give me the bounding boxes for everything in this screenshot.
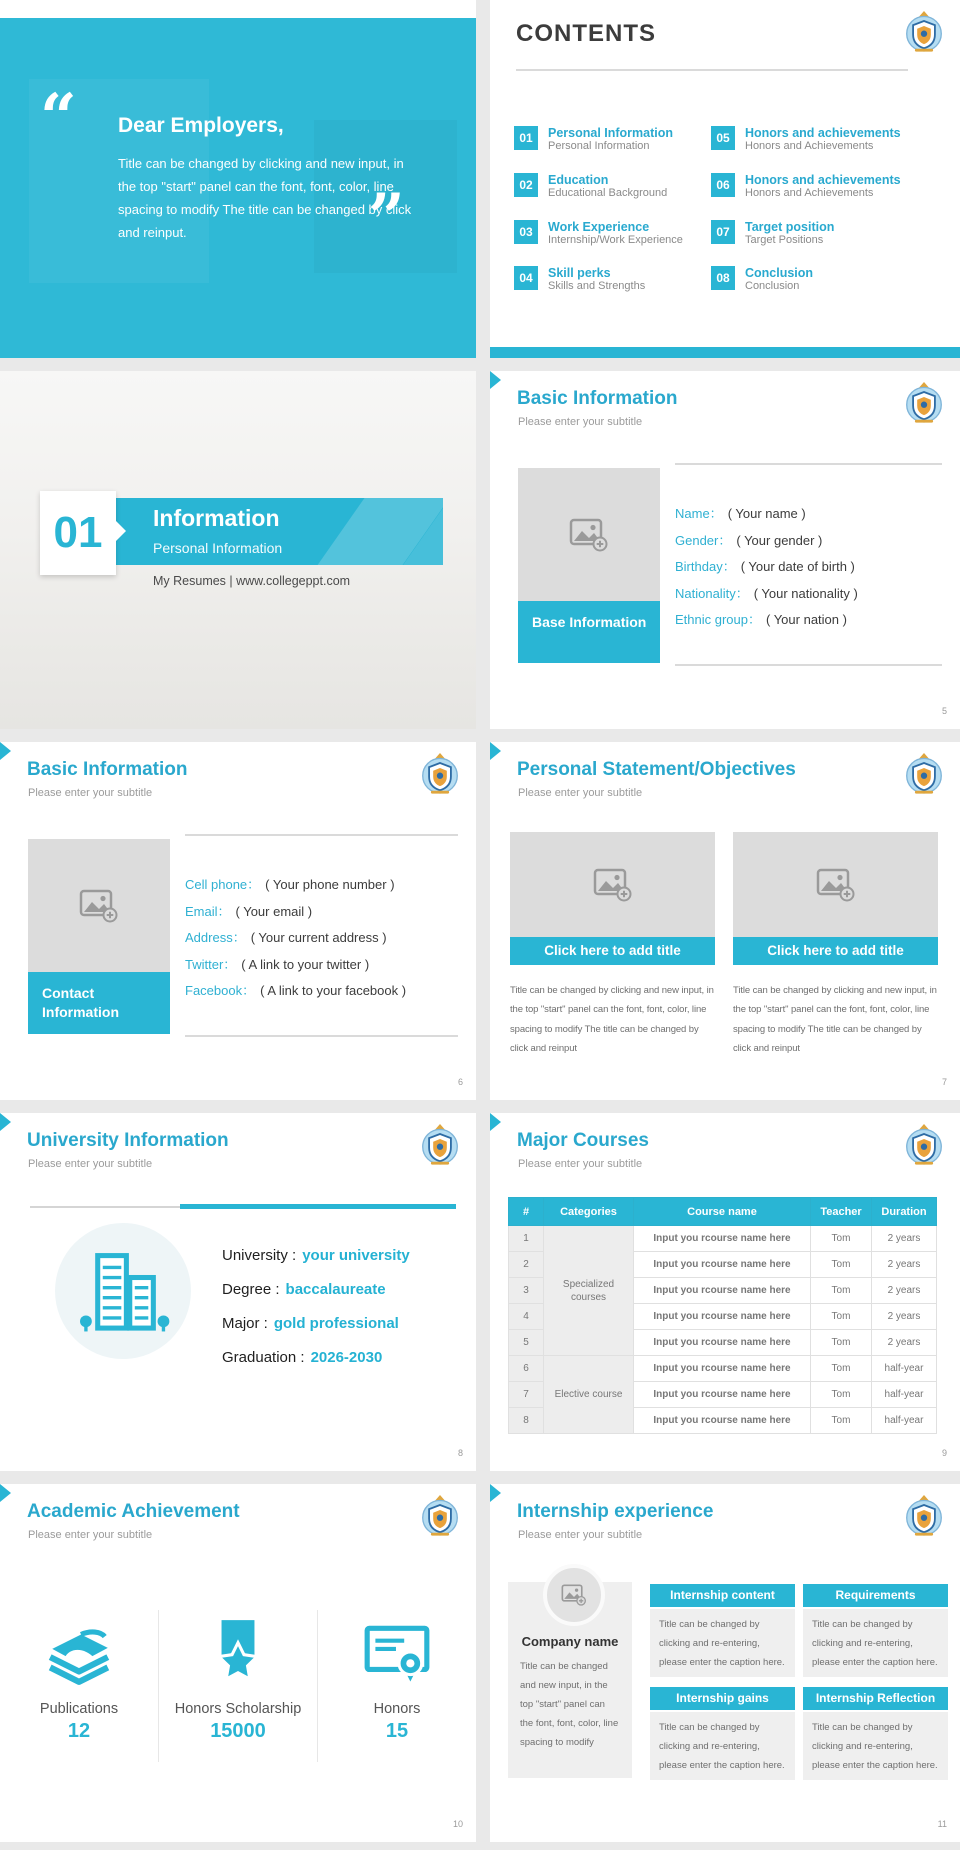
school-logo-icon [904,1493,944,1537]
item-label: Skill perks [548,266,611,280]
slide-title: Major Courses [517,1130,649,1151]
info-field-list [675,501,858,634]
title-arrow-icon [490,371,501,389]
info-field: Ethnic group： ( Your nation ) [675,612,847,627]
item-number-badge: 04 [514,266,538,290]
title-arrow-icon [490,742,501,760]
contents-title: CONTENTS [516,20,656,47]
table-row: 5 Input you rcourse name here Tom 2 years [509,1330,937,1356]
notch-arrow-icon [116,521,126,541]
info-field: Name： ( Your name ) [675,506,806,521]
company-name: Company name [521,1634,619,1649]
divider [30,1206,180,1208]
close-quote-icon: ” [368,180,405,255]
item-sublabel: Honors and Achievements [745,187,874,200]
add-title-button[interactable]: Click here to add title [733,937,938,965]
table-row: 4 Input you rcourse name here Tom 2 years [509,1304,937,1330]
courses-table [508,1197,937,1434]
stats-row [0,1610,476,1762]
item-number-badge: 02 [514,173,538,197]
divider [675,664,942,666]
add-image-icon [79,889,119,923]
slide-title: Basic Information [517,388,678,409]
internship-card-requirements [803,1584,948,1677]
university-field: University : your university [222,1247,410,1264]
slide-major-courses[interactable] [490,1113,960,1471]
item-label: Education [548,173,609,187]
title-arrow-icon [0,1484,11,1502]
photo-placeholder[interactable] [510,832,715,937]
item-label: Work Experience [548,220,650,234]
info-field: Nationality： ( Your nationality ) [675,585,858,601]
slide-title: University Information [27,1130,229,1151]
buildings-icon [64,1232,182,1350]
item-number-badge: 06 [711,173,735,197]
stat-honors [317,1610,476,1762]
category-cell: Elective course [544,1356,634,1434]
slide-title: Basic Information [27,759,188,780]
statement-card [510,832,715,1059]
slide-subtitle: Please enter your subtitle [28,1529,153,1541]
item-number-badge: 08 [711,266,735,290]
add-title-button[interactable]: Click here to add title [510,937,715,965]
slide-personal-statement[interactable] [490,742,960,1100]
quote-heading: Dear Employers, [118,114,284,137]
item-number-badge: 05 [711,126,735,150]
item-sublabel: Honors and Achievements [745,140,874,153]
slide-subtitle: Please enter your subtitle [518,787,643,799]
internship-card-reflection [803,1687,948,1780]
item-sublabel: Educational Background [548,187,668,200]
info-field: Email： ( Your email ) [185,903,313,919]
item-number-badge: 01 [514,126,538,150]
page-background-strip [0,0,476,18]
slide-subtitle: Please enter your subtitle [518,416,643,428]
internship-card-content [650,1584,795,1677]
col-header-teacher: Teacher [811,1198,872,1226]
category-cell: Specialized courses [544,1226,634,1356]
card-body: Title can be changed by clicking and re-entering, please enter the caption here. [803,1609,948,1677]
accent-divider [180,1204,456,1209]
item-sublabel: Conclusion [745,280,800,293]
add-image-icon [569,518,609,552]
title-arrow-icon [490,1484,501,1502]
slide-title: Personal Statement/Objectives [517,759,796,780]
info-field: Address： ( Your current address ) [185,930,387,945]
school-logo-icon [420,1493,460,1537]
certificate-icon [361,1616,433,1688]
table-row: 1 Specialized courses Input you rcourse name here Tom 2 years [509,1226,937,1252]
table-row: 2 Input you rcourse name here Tom 2 years [509,1252,937,1278]
contents-item-01[interactable] [514,126,744,154]
stat-publications [0,1610,158,1762]
table-row: 3 Input you rcourse name here Tom 2 years [509,1278,937,1304]
page-number: 8 [457,1448,463,1458]
page-number: 10 [452,1819,463,1829]
slide-title: Academic Achievement [27,1501,240,1522]
info-field: Cell phone： ( Your phone number ) [185,877,395,892]
buildings-illustration [55,1223,191,1359]
school-logo-icon [420,751,460,795]
slide-section-01[interactable] [0,371,476,729]
slide-university-information[interactable] [0,1113,476,1471]
col-header-categories: Categories [544,1198,634,1226]
table-row: 7 Input you rcourse name here Tom half-year [509,1382,937,1408]
open-quote-icon: “ [40,80,77,155]
item-sublabel: Personal Information [548,140,650,153]
school-logo-icon [904,380,944,424]
contents-item-05[interactable] [711,126,941,154]
page-number: 7 [941,1077,947,1087]
page-number: 5 [941,706,947,716]
table-row: 8 Input you rcourse name here Tom half-year [509,1408,937,1434]
info-box-label: Contact Information [28,972,170,1034]
info-field: Birthday： ( Your date of birth ) [675,559,855,574]
bottom-accent-bar [490,347,960,358]
publications-icon [43,1616,115,1688]
internship-card-gains [650,1687,795,1780]
info-field: Gender： ( Your gender ) [675,532,823,548]
card-title: Internship content [650,1584,795,1607]
page-number: 11 [937,1819,947,1829]
item-label: Personal Information [548,126,674,140]
add-image-icon [561,1584,587,1606]
contents-item-06[interactable] [711,173,941,201]
title-arrow-icon [0,1113,11,1131]
slide-subtitle: Please enter your subtitle [28,787,153,799]
contents-item-07[interactable] [711,220,941,248]
stat-value: 12 [67,1720,91,1742]
item-sublabel: Internship/Work Experience [548,234,683,247]
table-row: 6 Elective course Input you rcourse name here Tom half-year [509,1356,937,1382]
slide-internship-experience[interactable] [490,1484,960,1842]
company-caption: Title can be changed and new input, in the top "start" panel can the font, font, color, line spacing to modify [520,1661,619,1748]
school-logo-icon [904,9,944,53]
contents-item-08[interactable] [711,266,941,294]
photo-placeholder[interactable] [518,468,660,601]
section-number: 01 [53,508,103,557]
card-title: Internship gains [650,1687,795,1710]
info-field-list [185,872,406,1005]
quote-body: Title can be changed by clicking and new input, in the top "start" panel can the font, font, color, line spacing to modify The title can be changed by click and reinput. [118,156,412,241]
card-body: Title can be changed by clicking and re-entering, please enter the caption here. [650,1609,795,1677]
contents-item-02[interactable] [514,173,744,201]
section-number-card [40,491,116,575]
divider [675,463,942,465]
item-label: Target position [745,220,835,234]
divider [516,69,908,71]
add-image-icon [816,868,856,902]
slide-subtitle: Please enter your subtitle [518,1158,643,1170]
item-label: Honors and achievements [745,126,901,140]
university-field-list [222,1239,410,1375]
stat-label: Publications [39,1701,119,1717]
section-footer: My Resumes | www.collegeppt.com [153,574,351,588]
slide-academic-achievement[interactable] [0,1484,476,1842]
university-field: Graduation : 2026-2030 [222,1349,383,1366]
title-arrow-icon [490,1113,501,1131]
card-title: Requirements [803,1584,948,1607]
slide-contact-information[interactable] [0,742,476,1100]
university-field: Major : gold professional [222,1315,399,1332]
stat-label: Honors [373,1701,421,1717]
section-title: Information [153,505,280,531]
page-number: 9 [941,1448,947,1458]
info-field: Facebook： ( A link to your facebook ) [185,983,407,998]
contents-item-04[interactable] [514,266,744,294]
item-number-badge: 03 [514,220,538,244]
photo-placeholder[interactable] [28,839,170,972]
photo-placeholder[interactable] [733,832,938,937]
statement-body: Title can be changed by clicking and new input, in the top "start" panel can the font, font, color, line spacing to modify The title can be changed by click and reinput [510,985,714,1055]
scholarship-medal-icon [202,1616,274,1688]
add-image-icon [593,868,633,902]
school-logo-icon [904,751,944,795]
item-label: Conclusion [745,266,814,280]
slide-contents[interactable] [490,0,960,358]
item-label: Honors and achievements [745,173,901,187]
stat-value: 15 [385,1720,409,1742]
card-body: Title can be changed by clicking and re-entering, please enter the caption here. [803,1712,948,1780]
stat-label: Honors Scholarship [174,1701,302,1717]
item-sublabel: Target Positions [745,234,824,247]
stat-scholarship [158,1610,317,1762]
statement-card [733,832,938,1059]
page-number: 6 [457,1077,463,1087]
card-body: Title can be changed by clicking and re-entering, please enter the caption here. [650,1712,795,1780]
col-header-duration: Duration [872,1198,937,1226]
col-header-num: # [509,1198,544,1226]
stat-value: 15000 [210,1720,266,1742]
school-logo-icon [420,1122,460,1166]
item-number-badge: 07 [711,220,735,244]
info-field: Twitter： ( A link to your twitter ) [185,956,370,972]
divider [185,1035,458,1037]
university-field: Degree : baccalaureate [222,1281,386,1298]
slide-quote[interactable] [0,18,476,358]
section-subtitle: Personal Information [153,540,283,556]
title-arrow-icon [0,742,11,760]
photo-placeholder[interactable] [543,1564,605,1626]
info-box-label: Base Information [518,601,660,663]
table-header-row [509,1198,937,1226]
item-sublabel: Skills and Strengths [548,280,646,293]
school-logo-icon [904,1122,944,1166]
slide-subtitle: Please enter your subtitle [518,1529,643,1541]
col-header-course: Course name [634,1198,811,1226]
slide-basic-information[interactable] [490,371,960,729]
slide-title: Internship experience [517,1501,714,1522]
divider [185,834,458,836]
card-title: Internship Reflection [803,1687,948,1710]
contents-item-03[interactable] [514,220,744,248]
slide-subtitle: Please enter your subtitle [28,1158,153,1170]
statement-body: Title can be changed by clicking and new input, in the top "start" panel can the font, font, color, line spacing to modify The title can be changed by click and reinput [733,985,937,1055]
